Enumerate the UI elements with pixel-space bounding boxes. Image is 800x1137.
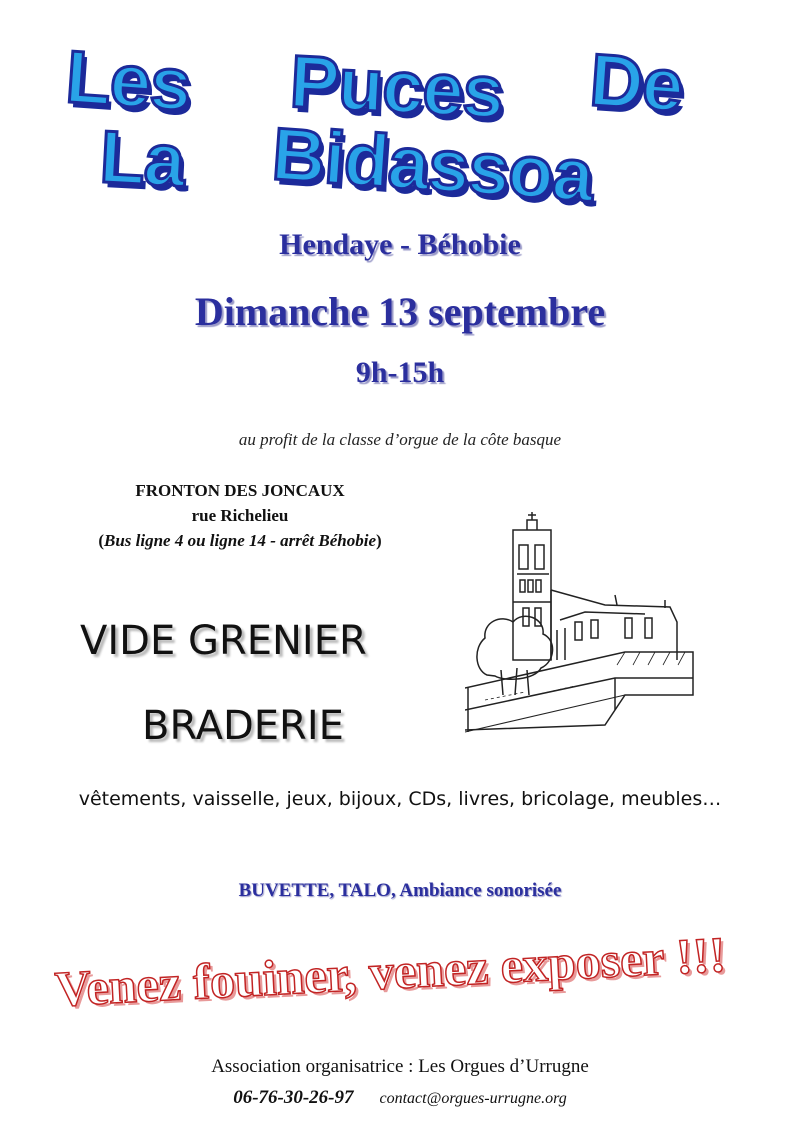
phone-number[interactable]: 06-76-30-26-97 [233,1087,354,1108]
title-word-les: Les [63,34,194,127]
venue-street: rue Richelieu [191,506,289,525]
church-sketch-illustration [465,510,705,745]
event-type-braderie: BRADERIE [142,703,344,749]
event-date: Dimanche 13 septembre [194,289,606,334]
email-link[interactable]: contact@orgues-urrugne.org [379,1090,567,1107]
bus-info [40,531,440,551]
items-list: vêtements, vaisselle, jeux, bijoux, CDs, livres, bricolage, meubles… [78,788,722,810]
extras: BUVETTE, TALO, Ambiance sonorisée [238,880,562,901]
location: Hendaye - Béhobie [279,228,521,261]
bus-text: Bus ligne 4 ou ligne 14 - arrêt Béhobie [103,531,377,550]
contact-line [0,1087,800,1109]
organizer: Association organisatrice : Les Orgues d’Urrugne [211,1056,589,1077]
event-hours: 9h-15h [355,356,445,389]
title-word-de: De [587,37,686,128]
slogan: Venez fouiner, venez exposer !!! [53,925,728,1017]
benefit-text: au profit de la classe d’orgue de la côte basque [238,430,562,449]
title-word-la: La [97,114,187,203]
title-word-bidassoa: Bidassoa [269,111,596,218]
bus-close: ) [376,531,382,550]
bus-open: ( [98,531,104,550]
venue-name: FRONTON DES JONCAUX [135,481,345,500]
title-word-puces: Puces [288,39,506,134]
event-type-vide-grenier: VIDE GRENIER [80,618,367,664]
